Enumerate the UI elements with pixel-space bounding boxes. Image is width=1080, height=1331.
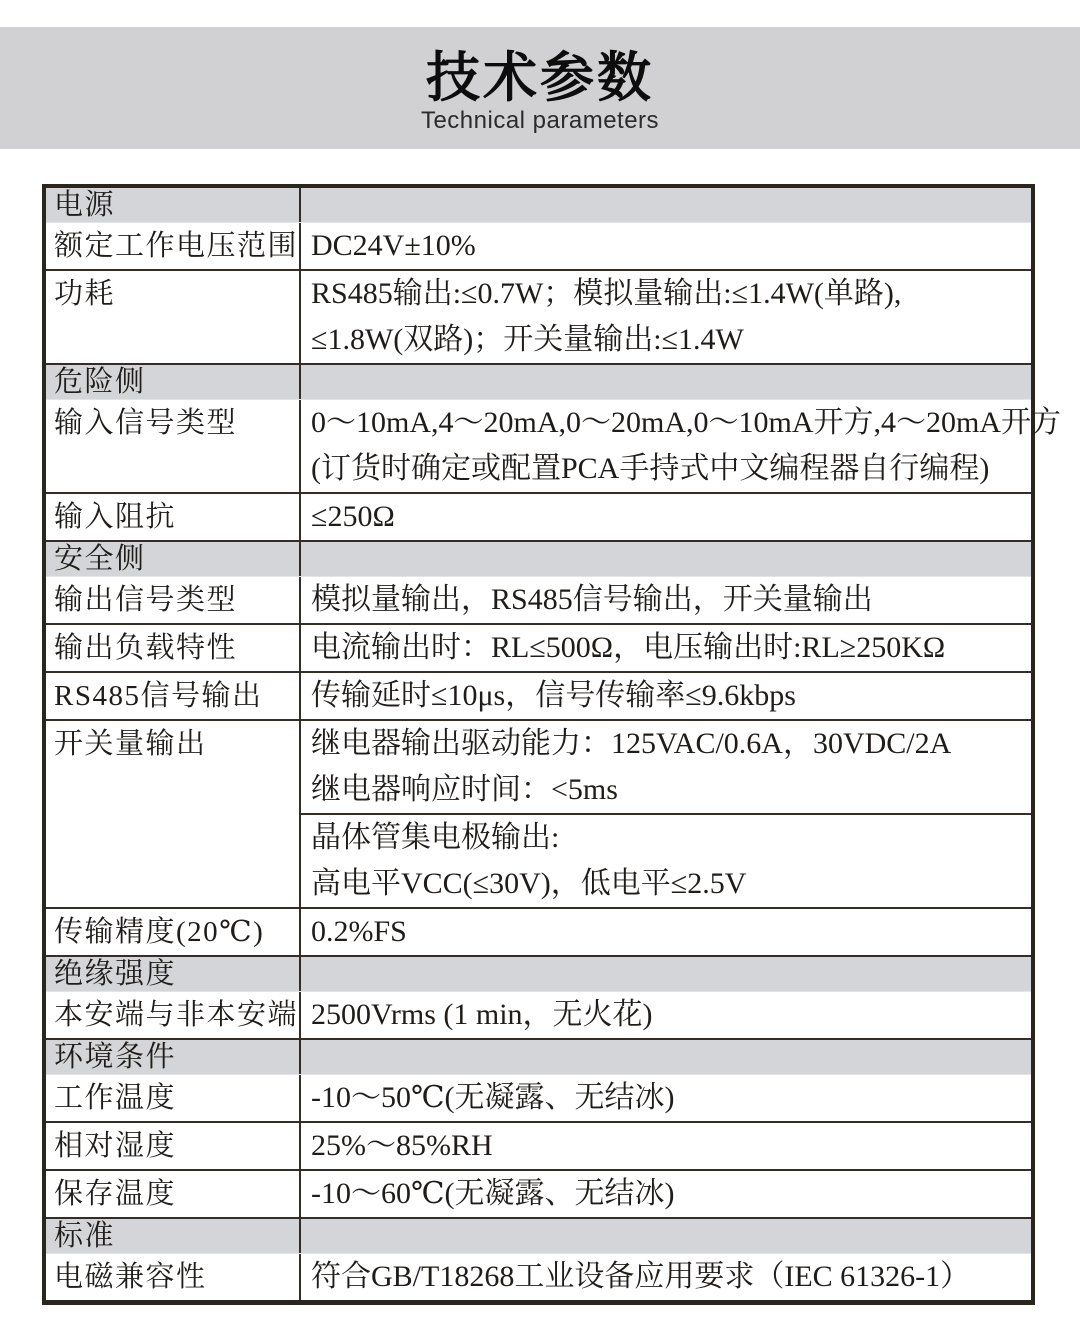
table-row xyxy=(46,623,1031,671)
row-label: 输出信号类型 xyxy=(54,584,238,616)
row-label: 工作温度 xyxy=(54,1082,177,1114)
section-row xyxy=(46,188,1031,222)
table-row xyxy=(46,576,1031,623)
row-value xyxy=(299,1123,1031,1169)
row-value xyxy=(299,957,1031,991)
row-label: 本安端与非本安端 xyxy=(54,999,299,1031)
row-value xyxy=(299,909,1031,955)
value-line: 0.2%FS xyxy=(311,915,407,948)
row-value xyxy=(299,1254,1031,1300)
row-value xyxy=(299,673,1031,719)
table-row xyxy=(46,1253,1031,1300)
value-line: ≤250Ω xyxy=(311,500,395,533)
section-label: 标准 xyxy=(54,1220,116,1252)
row-value xyxy=(299,400,1061,492)
value-line: DC24V±10% xyxy=(311,229,476,262)
row-value xyxy=(299,188,1031,222)
row-value xyxy=(299,542,1031,576)
section-row xyxy=(46,363,1031,399)
table-row xyxy=(46,719,1031,907)
value-line: RS485输出:≤0.7W；模拟量输出:≤1.4W(单路), xyxy=(311,277,902,310)
value-line: 传输延时≤10μs，信号传输率≤9.6kbps xyxy=(311,679,796,712)
value-line: 高电平VCC(≤30V)，低电平≤2.5V xyxy=(311,867,747,900)
value-line: 晶体管集电极输出: xyxy=(311,821,560,854)
value-line: 继电器响应时间：<5ms xyxy=(311,773,618,806)
row-value xyxy=(299,223,1031,269)
row-label: 电磁兼容性 xyxy=(54,1261,207,1293)
section-row xyxy=(46,955,1031,991)
table-row xyxy=(46,492,1031,540)
row-label: 输入阻抗 xyxy=(54,501,177,533)
value-line: 25%～85%RH xyxy=(311,1129,493,1162)
row-label: 相对湿度 xyxy=(54,1130,177,1162)
value-line: 2500Vrms (1 min，无火花) xyxy=(311,998,653,1031)
header-band xyxy=(0,27,1080,149)
table-row xyxy=(46,399,1061,492)
value-line: -10～50℃(无凝露、无结冰) xyxy=(311,1081,675,1114)
section-label: 危险侧 xyxy=(54,366,146,398)
value-line: -10～60℃(无凝露、无结冰) xyxy=(311,1177,675,1210)
value-line: 符合GB/T18268工业设备应用要求（IEC 61326-1） xyxy=(311,1260,971,1293)
value-sub-cell xyxy=(301,721,1031,813)
row-value xyxy=(299,577,1031,623)
row-value xyxy=(299,1075,1031,1121)
value-line: 电流输出时：RL≤500Ω，电压输出时:RL≥250KΩ xyxy=(311,631,946,664)
page-subtitle: Technical parameters xyxy=(420,107,660,134)
value-line: 继电器输出驱动能力：125VAC/0.6A，30VDC/2A xyxy=(311,727,952,760)
row-label: 输入信号类型 xyxy=(54,407,238,439)
table-row xyxy=(46,269,1031,363)
section-label: 绝缘强度 xyxy=(54,958,177,990)
section-row xyxy=(46,540,1031,576)
value-line: 模拟量输出，RS485信号输出，开关量输出 xyxy=(311,583,873,616)
spec-table xyxy=(42,184,1061,1305)
row-value xyxy=(299,494,1031,540)
row-value xyxy=(299,271,1031,363)
value-sub-cell xyxy=(301,813,1031,907)
row-value xyxy=(299,625,1031,671)
row-label: 额定工作电压范围 xyxy=(54,230,299,262)
value-line: 0～10mA,4～20mA,0～20mA,0～10mA开方,4～20mA开方 xyxy=(311,406,1061,439)
table-row xyxy=(46,222,1031,269)
section-label: 安全侧 xyxy=(54,543,146,575)
value-line: (订货时确定或配置PCA手持式中文编程器自行编程) xyxy=(311,452,990,485)
row-label: 传输精度(20℃) xyxy=(54,916,265,948)
row-label: RS485信号输出 xyxy=(54,680,263,712)
row-label: 保存温度 xyxy=(54,1178,177,1210)
row-label: 功耗 xyxy=(54,278,116,310)
row-value xyxy=(299,1171,1031,1217)
row-label: 开关量输出 xyxy=(54,728,207,760)
row-value xyxy=(299,365,1031,399)
row-value xyxy=(299,1040,1031,1074)
value-line: ≤1.8W(双路)；开关量输出:≤1.4W xyxy=(311,323,744,356)
table-row xyxy=(46,671,1031,719)
table-row xyxy=(46,1121,1031,1169)
row-value xyxy=(299,992,1031,1038)
table-row xyxy=(46,907,1031,955)
page-title: 技术参数 xyxy=(426,48,654,108)
table-row xyxy=(46,1074,1031,1121)
row-value xyxy=(299,721,1031,907)
table-row xyxy=(46,1169,1031,1217)
section-label: 环境条件 xyxy=(54,1041,177,1073)
row-value xyxy=(299,1219,1031,1253)
section-label: 电源 xyxy=(54,189,116,221)
section-row xyxy=(46,1217,1031,1253)
section-row xyxy=(46,1038,1031,1074)
table-row xyxy=(46,991,1031,1038)
row-label: 输出负载特性 xyxy=(54,632,238,664)
